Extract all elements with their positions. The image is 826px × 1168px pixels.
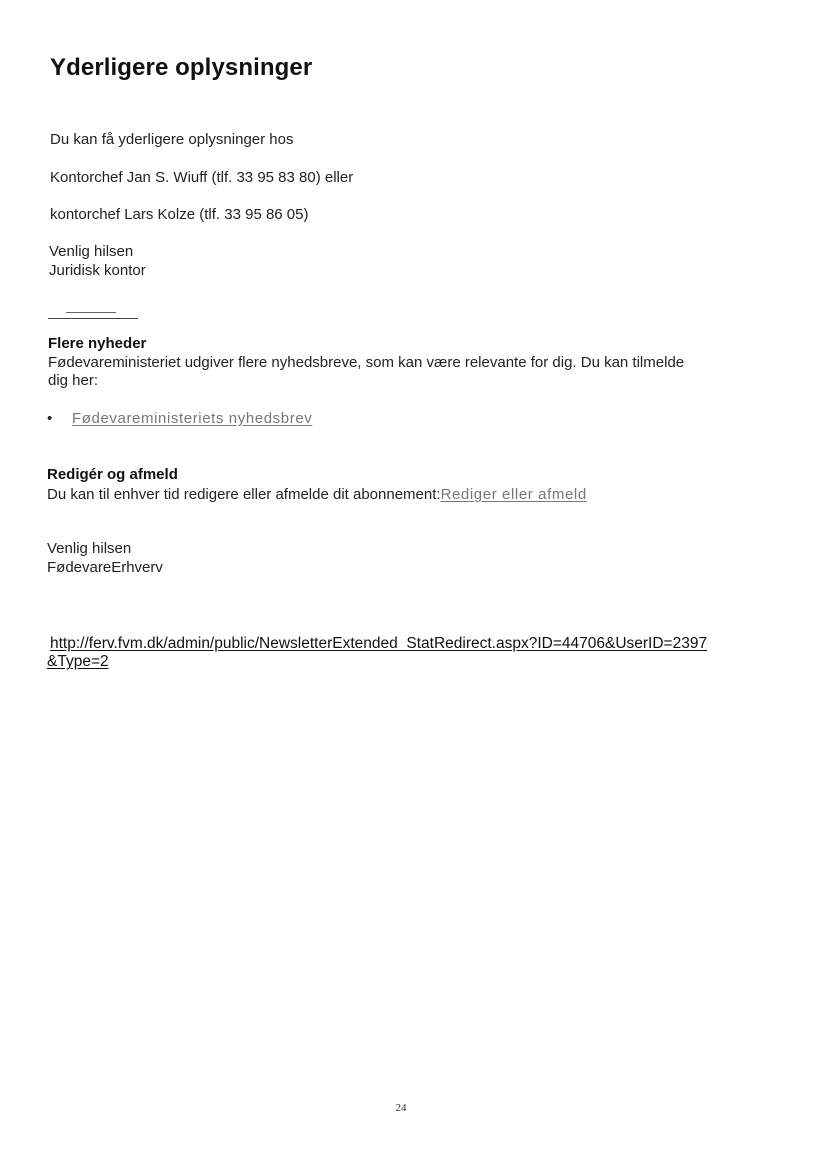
more-news-text-line-2: dig her: xyxy=(48,372,99,389)
section-divider xyxy=(48,306,138,319)
tracking-url-line-1[interactable]: http://ferv.fvm.dk/admin/public/NewsletterExtended_StatRedirect.aspx?ID=44706&UserID=2397 xyxy=(50,635,708,652)
signoff-sender-2: FødevareErhverv xyxy=(47,559,163,576)
divider-line xyxy=(66,312,116,313)
bullet-icon: • xyxy=(47,410,53,427)
edit-text: Du kan til enhver tid redigere eller afmelde dit abonnement: xyxy=(47,486,441,503)
contact-person-2: kontorchef Lars Kolze (tlf. 33 95 86 05) xyxy=(50,206,309,223)
more-news-text-line-1: Fødevareministeriet udgiver flere nyhedsbreve, som kan være relevante for dig. Du kan tilmelde xyxy=(48,354,685,371)
edit-section-text xyxy=(47,486,587,504)
signoff-greeting-2: Venlig hilsen xyxy=(47,540,132,557)
page-title: Yderligere oplysninger xyxy=(50,54,313,81)
edit-section-title: Redigér og afmeld xyxy=(47,466,178,483)
signoff-sender-1: Juridisk kontor xyxy=(49,262,146,279)
tracking-url-line-2[interactable]: &Type=2 xyxy=(47,653,109,670)
more-news-title: Flere nyheder xyxy=(48,335,147,352)
edit-unsubscribe-link[interactable]: Rediger eller afmeld xyxy=(440,486,587,503)
page-number: 24 xyxy=(395,1102,407,1114)
signoff-greeting-1: Venlig hilsen xyxy=(49,243,134,260)
contact-intro: Du kan få yderligere oplysninger hos xyxy=(50,131,294,148)
contact-person-1: Kontorchef Jan S. Wiuff (tlf. 33 95 83 80) eller xyxy=(50,169,354,186)
newsletter-link[interactable]: Fødevareministeriets nyhedsbrev xyxy=(72,410,313,427)
